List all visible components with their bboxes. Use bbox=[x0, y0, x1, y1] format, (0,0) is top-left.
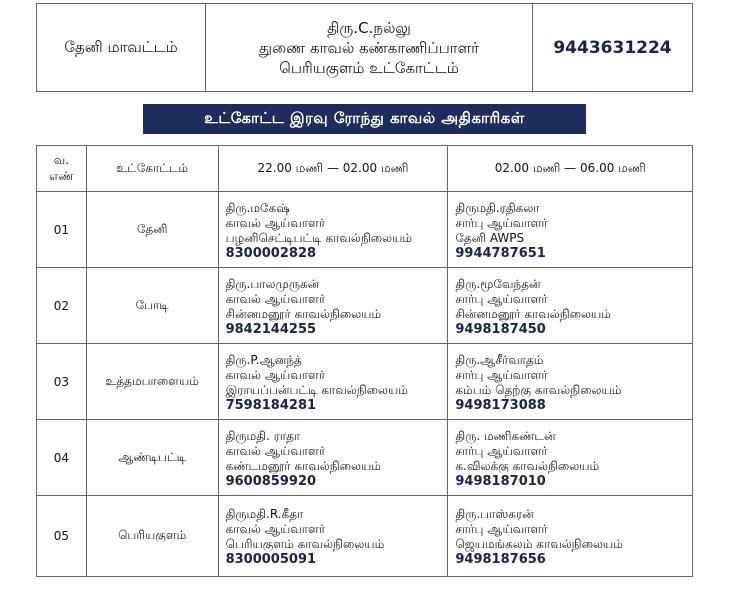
officer-rank: காவல் ஆய்வாளர் bbox=[225, 443, 326, 458]
shift1-officer-cell bbox=[218, 268, 448, 344]
officer-station: சின்னமனூர் காவல்நிலையம் bbox=[455, 306, 611, 321]
table-row bbox=[37, 420, 693, 496]
shift2-officer-cell bbox=[448, 420, 693, 496]
officer-name: திரு. மணிகண்டன் bbox=[455, 428, 556, 443]
page-banner: உட்கோட்ட இரவு ரோந்து காவல் அதிகாரிகள் bbox=[143, 104, 586, 134]
officer-station: சின்னமனூர் காவல்நிலையம் bbox=[225, 306, 382, 321]
col-header-serial-no-line2: எண் bbox=[49, 168, 74, 183]
col-header-serial-no-line1: வ. bbox=[53, 152, 70, 167]
officer-station: இராயப்பன்பட்டி காவல்நிலையம் bbox=[225, 382, 408, 397]
serial-no-cell: 04 bbox=[37, 420, 87, 496]
officer-station: ஜெயமங்கலம் காவல்நிலையம் bbox=[455, 537, 623, 551]
officer-rank: காவல் ஆய்வாளர் bbox=[225, 367, 326, 382]
table-row bbox=[37, 192, 693, 268]
district-name: தேனி மாவட்டம் bbox=[64, 37, 178, 56]
shift1-officer-cell bbox=[218, 496, 448, 577]
serial-no-cell: 03 bbox=[37, 344, 87, 420]
shift2-officer-cell bbox=[448, 192, 693, 268]
officer-name: திருமதி.R.கீதா bbox=[225, 507, 304, 521]
serial-no-cell: 02 bbox=[37, 268, 87, 344]
officer-rank: சார்பு ஆய்வாளர் bbox=[455, 291, 548, 306]
subdivision-cell: போடி bbox=[86, 268, 218, 344]
officer-phone: 9498173088 bbox=[455, 397, 546, 413]
officer-name: திரு.மூவேந்தன் bbox=[455, 276, 541, 291]
officer-name: திரு.மகேஷ் bbox=[225, 200, 290, 215]
officer-phone: 9498187010 bbox=[455, 473, 546, 489]
shift2-officer-cell bbox=[448, 268, 693, 344]
officer-rank: சார்பு ஆய்வாளர் bbox=[455, 522, 548, 536]
shift1-officer-cell bbox=[218, 192, 448, 268]
col-header-shift2: 02.00 மணி — 06.00 மணி bbox=[448, 146, 693, 192]
subdivision-cell: உத்தமபாளையம் bbox=[86, 344, 218, 420]
officer-name: திரு.பாஸ்கரன் bbox=[455, 507, 534, 521]
officer-rank: காவல் ஆய்வாளர் bbox=[225, 215, 326, 230]
officer-name: திரு.ஆசீர்வாதம் bbox=[455, 352, 544, 367]
table-row bbox=[37, 268, 693, 344]
shift2-officer-cell bbox=[448, 344, 693, 420]
officer-station: கண்டமனூர் காவல்நிலையம் bbox=[225, 458, 381, 473]
subdivision-cell: தேனி bbox=[86, 192, 218, 268]
officer-name: திரு.பாலமுருகன் bbox=[225, 276, 320, 291]
col-header-subdivision: உட்கோட்டம் bbox=[86, 146, 218, 192]
shift1-officer-cell bbox=[218, 344, 448, 420]
officer-phone: 7598184281 bbox=[225, 397, 317, 413]
table-row bbox=[37, 344, 693, 420]
officer-rank: காவல் ஆய்வாளர் bbox=[225, 291, 326, 306]
officer-rank: சார்பு ஆய்வாளர் bbox=[455, 443, 548, 458]
officer-rank: சார்பு ஆய்வாளர் bbox=[455, 215, 548, 230]
table-row bbox=[37, 496, 693, 577]
officer-station: க.விலக்கு காவல்நிலையம் bbox=[455, 458, 600, 473]
officer-name: திருமதி.ரதிகலா bbox=[455, 200, 540, 215]
officer-phone: 9842144255 bbox=[225, 321, 317, 337]
subdivision-cell: பெரியகுளம் bbox=[86, 496, 218, 577]
table-header-row bbox=[37, 146, 693, 192]
officer-phone: 9498187450 bbox=[455, 321, 546, 337]
shift2-officer-cell bbox=[448, 496, 693, 577]
officer-station: பெரியகுளம் காவல்நிலையம் bbox=[225, 537, 385, 551]
officer-rank: சார்பு ஆய்வாளர் bbox=[455, 367, 548, 382]
officer-name: திரு.P.ஆனந்த் bbox=[225, 352, 302, 367]
officer-name: திரு.C.நல்லு bbox=[327, 18, 411, 37]
officer-phone: 8300002828 bbox=[225, 245, 317, 261]
officer-phone: 9498187656 bbox=[455, 552, 546, 567]
officer-rank: காவல் ஆய்வாளர் bbox=[225, 522, 326, 536]
col-header-shift1: 22.00 மணி — 02.00 மணி bbox=[218, 146, 448, 192]
officer-phone: 9443631224 bbox=[532, 4, 692, 91]
header-box bbox=[36, 3, 693, 92]
officer-designation: துணை காவல் கண்காணிப்பாளர் bbox=[258, 38, 480, 57]
officer-name: திருமதி. ராதா bbox=[225, 428, 301, 443]
officer-station: தேனி AWPS bbox=[455, 230, 525, 245]
serial-no-cell: 05 bbox=[37, 496, 87, 577]
officer-phone: 8300005091 bbox=[225, 552, 317, 567]
officer-station: கம்பம் தெற்கு காவல்நிலையம் bbox=[455, 382, 622, 397]
officer-station: பழனிசெட்டிபட்டி காவல்நிலையம் bbox=[225, 230, 413, 245]
officer-info bbox=[205, 4, 532, 91]
shift1-officer-cell bbox=[218, 420, 448, 496]
officer-subdivision: பெரியகுளம் உட்கோட்டம் bbox=[279, 58, 459, 77]
serial-no-cell: 01 bbox=[37, 192, 87, 268]
subdivision-cell: ஆண்டிபட்டி bbox=[86, 420, 218, 496]
officer-phone: 9944787651 bbox=[455, 245, 546, 261]
patrol-officers-table bbox=[36, 145, 693, 577]
officer-phone: 9600859920 bbox=[225, 473, 317, 489]
col-header-serial-no bbox=[37, 146, 87, 192]
